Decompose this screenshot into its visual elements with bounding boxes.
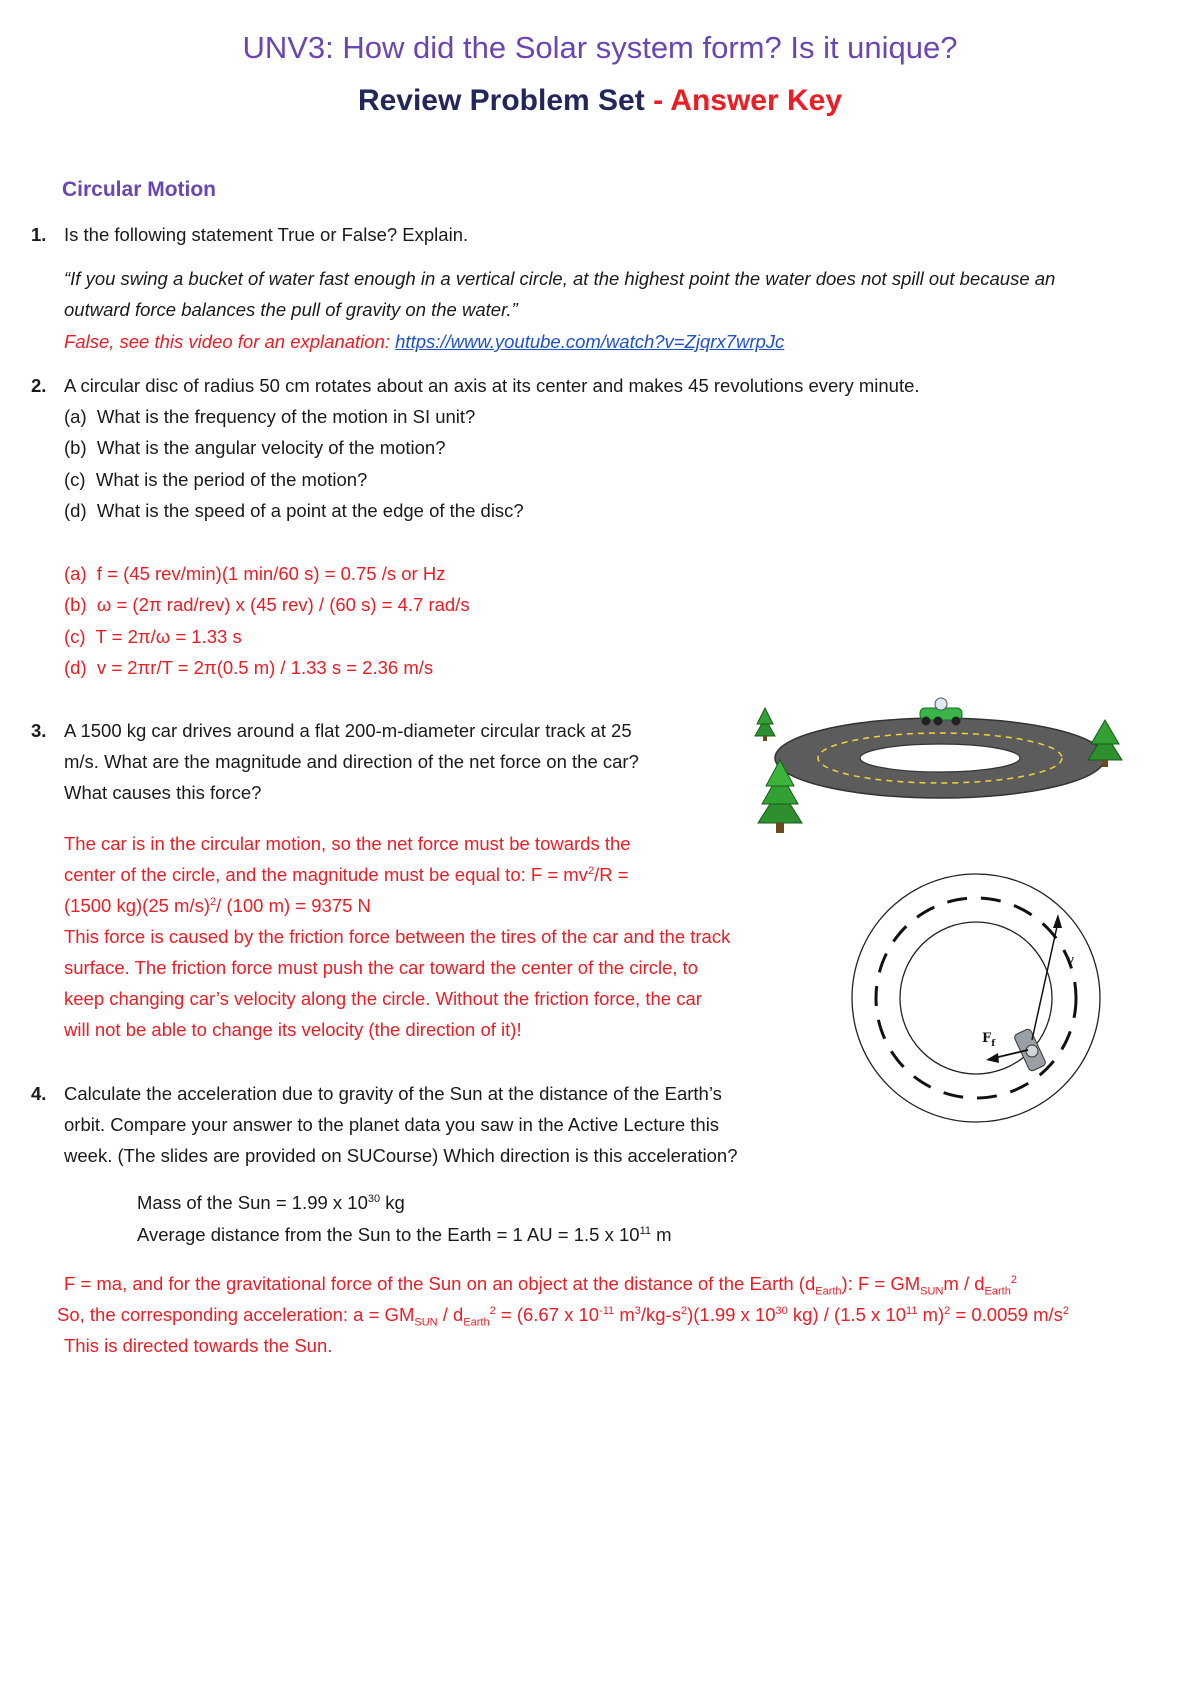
answer-text: This force is caused by the friction force between the tires of the car and the track [64,926,731,947]
given-mass: Mass of the Sun = 1.99 x $10^{30}$ kg [137,1192,405,1213]
question-text: What causes this force? [64,782,262,803]
given-distance: Average distance from the Sun to the Earth = 1 AU = 1.5 x $10^{11}$ m [137,1224,672,1245]
race-car-icon [1013,1028,1046,1072]
answer-text: keep changing car’s velocity along the circle. Without the friction force, the car [64,988,702,1009]
question-text: A 1500 kg car drives around a flat 200-m-diameter circular track at 25 [64,720,632,741]
quote-line: outward force balances the pull of gravity on the water.” [64,299,518,320]
question-text: m/s. What are the magnitude and direction of the net force on the car? [64,751,639,772]
question-number: 4. [31,1083,47,1104]
question-text: Is the following statement True or False? Explain. [64,224,469,245]
answer-formula: v = 2πr/T = 2π(0.5 m) / 1.33 s = 2.36 m/s [96,657,434,678]
sub-question [64,437,446,459]
answer-label: (c) [64,626,86,647]
part-label: (d) [64,500,87,521]
circular-track-diagram [848,870,1110,1140]
quote-line: “If you swing a bucket of water fast enough in a vertical circle, at the highest point the water does not spill out because an [64,268,1056,289]
question-number: 3. [31,720,47,741]
friction-force-arrow [986,1050,1028,1063]
race-track-illustration [750,688,1130,858]
page-title: UNV3: How did the Solar system form? Is it unique? [242,30,958,65]
part-text: What is the angular velocity of the motion? [96,437,446,458]
answer-line [64,657,433,679]
sub-question [64,469,367,491]
answer-text: So, the corresponding acceleration: $a = GM_{SUN} / d_{Earth}^2 = (6.67$ x $10^{-11}$ $m^3/kg-s^2)(1.99$ x $10^{30}$ kg) / (1.5 x $10^{11}$ m)$^2$ = 0.0059 $m/s^2$ [57,1304,1070,1329]
friction-label: $F_f$ [982,1031,996,1049]
video-link[interactable]: https://www.youtube.com/watch?v=Zjqrx7wrpJc [395,331,785,352]
track-inner [860,744,1020,772]
answer-line [64,594,470,616]
answer-line [64,563,445,585]
tree-icon [755,708,775,741]
answer-formula: T = 2π/ω = 1.33 s [95,626,242,647]
outer-track-edge [852,874,1100,1122]
section-heading: Circular Motion [62,178,217,201]
answer-label: (b) [64,594,87,615]
answer-formula: ω = (2π rad/rev) x (45 rev) / (60 s) = 4.7 rad/s [96,594,470,615]
part-text: What is the period of the motion? [95,469,368,490]
answer-label: (d) [64,657,87,678]
answer-text [64,331,784,353]
answer-text: F = ma, and for the gravitational force of the Sun on an object at the distance of the Earth $(d_{Earth})$: $F = GM_{SUN}m / d_{Earth}^2$ [64,1273,1017,1298]
velocity-label: v [1066,953,1074,968]
subtitle-dash: - [653,84,664,117]
answer-label: (a) [64,563,87,584]
question-text: orbit. Compare your answer to the planet data you saw in the Active Lecture this [64,1114,720,1135]
part-label: (b) [64,437,87,458]
question-text: week. (The slides are provided on SUCourse) Which direction is this acceleration? [64,1145,738,1166]
answer-text: This is directed towards the Sun. [64,1335,333,1356]
answer-prefix: False, see this video for an explanation: [64,331,396,352]
tree-icon [1088,720,1122,767]
answer-text: center of the circle, and the magnitude must be equal to: $F = mv^2/R$ = [64,864,629,885]
lane-divider [876,898,1076,1098]
question-number: 2. [31,375,47,396]
answer-line [64,626,242,648]
part-label: (a) [64,406,87,427]
subtitle-text: Review Problem Set [357,84,645,117]
answer-text: will not be able to change its velocity (the direction of it)! [64,1019,522,1040]
question-number: 1. [31,224,47,245]
car-icon [920,698,962,726]
page-subtitle [0,84,1200,118]
answer-text: surface. The friction force must push the car toward the center of the circle, to [64,957,699,978]
sub-question [64,500,524,522]
part-label: (c) [64,469,86,490]
sub-question [64,406,475,428]
answer-text: The car is in the circular motion, so the net force must be towards the [64,833,631,854]
question-text: Calculate the acceleration due to gravity of the Sun at the distance of the Earth’s [64,1083,722,1104]
question-text: A circular disc of radius 50 cm rotates about an axis at its center and makes 45 revolutions every minute. [64,375,920,396]
velocity-arrow [1032,914,1062,1040]
part-text: What is the speed of a point at the edge of the disc? [96,500,524,521]
part-text: What is the frequency of the motion in SI unit? [96,406,476,427]
answer-text: (1500 kg)(25 m/s)$^2$/ (100 m) = 9375 N [64,895,371,916]
answer-formula: f = (45 rev/min)(1 min/60 s) = 0.75 /s or Hz [96,563,446,584]
answer-key-label: Answer Key [670,84,843,117]
